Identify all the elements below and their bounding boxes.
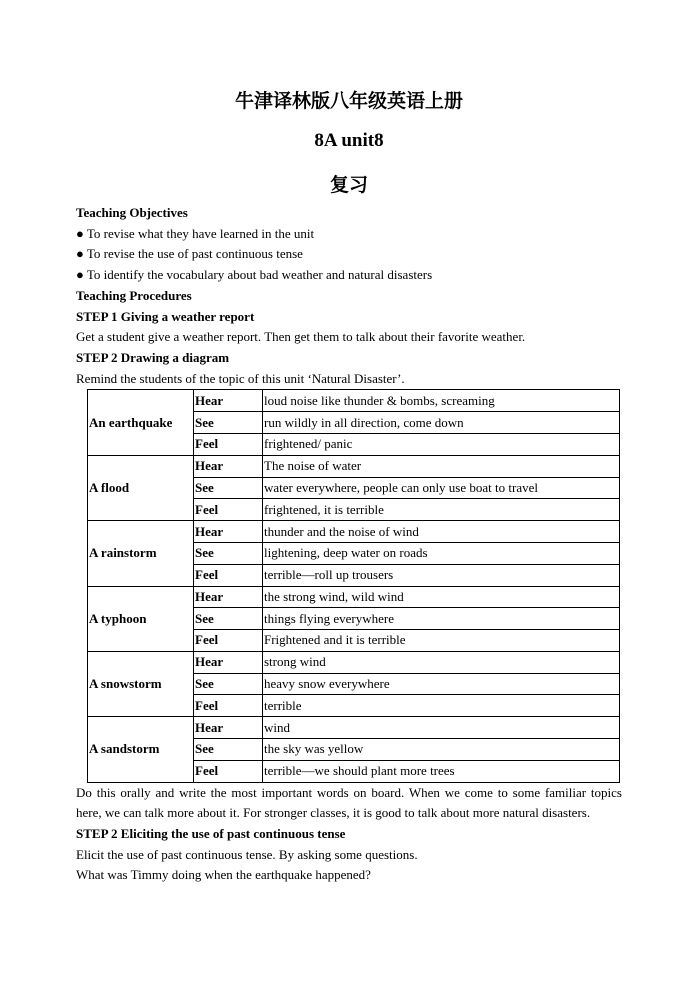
detail-cell: loud noise like thunder & bombs, screaming — [263, 390, 620, 412]
sense-cell: See — [194, 542, 263, 564]
sense-cell: Feel — [194, 564, 263, 586]
sense-cell: Hear — [194, 390, 263, 412]
after-table-text: Do this orally and write the most important words on board. When we come to some familiar topics here, we can talk more about it. For stronger classes, it is good to talk about more natural disasters. — [76, 784, 622, 821]
step3-heading: STEP 2 Eliciting the use of past continuous tense — [76, 826, 346, 842]
disaster-name: A flood — [88, 455, 194, 520]
sense-cell: Feel — [194, 695, 263, 717]
detail-cell: run wildly in all direction, come down — [263, 412, 620, 434]
table-row — [88, 390, 620, 412]
detail-cell: the sky was yellow — [263, 739, 620, 761]
sense-cell: Hear — [194, 717, 263, 739]
detail-cell: terrible—roll up trousers — [263, 564, 620, 586]
detail-cell: water everywhere, people can only use boat to travel — [263, 477, 620, 499]
sense-cell: See — [194, 673, 263, 695]
disaster-name: A sandstorm — [88, 717, 194, 782]
sense-cell: See — [194, 412, 263, 434]
sense-cell: Feel — [194, 499, 263, 521]
sense-cell: Feel — [194, 630, 263, 652]
step3-text: Elicit the use of past continuous tense. By asking some questions. — [76, 846, 418, 862]
document-body — [76, 203, 622, 886]
sense-cell: See — [194, 608, 263, 630]
table-row — [88, 521, 620, 543]
sense-cell: Hear — [194, 521, 263, 543]
disaster-name: A typhoon — [88, 586, 194, 651]
disaster-name: A snowstorm — [88, 651, 194, 716]
disaster-table — [87, 389, 620, 782]
detail-cell: frightened/ panic — [263, 433, 620, 455]
objective-item: ● To identify the vocabulary about bad weather and natural disasters — [76, 267, 433, 283]
step1-heading: STEP 1 Giving a weather report — [76, 308, 255, 324]
document-title: 牛津译林版八年级英语上册 — [234, 91, 463, 112]
step2-heading: STEP 2 Drawing a diagram — [76, 349, 230, 365]
objective-item: ● To revise the use of past continuous tense — [76, 246, 303, 262]
detail-cell: The noise of water — [263, 455, 620, 477]
sense-cell: Hear — [194, 586, 263, 608]
detail-cell: frightened, it is terrible — [263, 499, 620, 521]
detail-cell: terrible — [263, 695, 620, 717]
detail-cell: terrible—we should plant more trees — [263, 760, 620, 782]
sense-cell: Feel — [194, 760, 263, 782]
disaster-name: An earthquake — [88, 390, 194, 455]
sense-cell: Hear — [194, 455, 263, 477]
detail-cell: strong wind — [263, 651, 620, 673]
step2-text: Remind the students of the topic of this unit ‘Natural Disaster’. — [76, 370, 405, 386]
table-row — [88, 455, 620, 477]
procedures-heading: Teaching Procedures — [76, 287, 192, 303]
detail-cell: thunder and the noise of wind — [263, 521, 620, 543]
unit-title: 8A unit8 — [314, 130, 384, 151]
objectives-heading: Teaching Objectives — [76, 205, 188, 220]
table-row — [88, 586, 620, 608]
disaster-name: A rainstorm — [88, 521, 194, 586]
detail-cell: the strong wind, wild wind — [263, 586, 620, 608]
table-row — [88, 651, 620, 673]
objective-item: ● To revise what they have learned in the unit — [76, 225, 315, 241]
step3-question: What was Timmy doing when the earthquake happened? — [76, 867, 371, 883]
sense-cell: Feel — [194, 433, 263, 455]
detail-cell: Frightened and it is terrible — [263, 630, 620, 652]
step1-text: Get a student give a weather report. Then get them to talk about their favorite weather. — [76, 329, 526, 345]
table-row — [88, 717, 620, 739]
detail-cell: lightening, deep water on roads — [263, 542, 620, 564]
sense-cell: See — [194, 739, 263, 761]
sense-cell: See — [194, 477, 263, 499]
review-title: 复习 — [329, 175, 368, 196]
detail-cell: things flying everywhere — [263, 608, 620, 630]
detail-cell: heavy snow everywhere — [263, 673, 620, 695]
sense-cell: Hear — [194, 651, 263, 673]
detail-cell: wind — [263, 717, 620, 739]
